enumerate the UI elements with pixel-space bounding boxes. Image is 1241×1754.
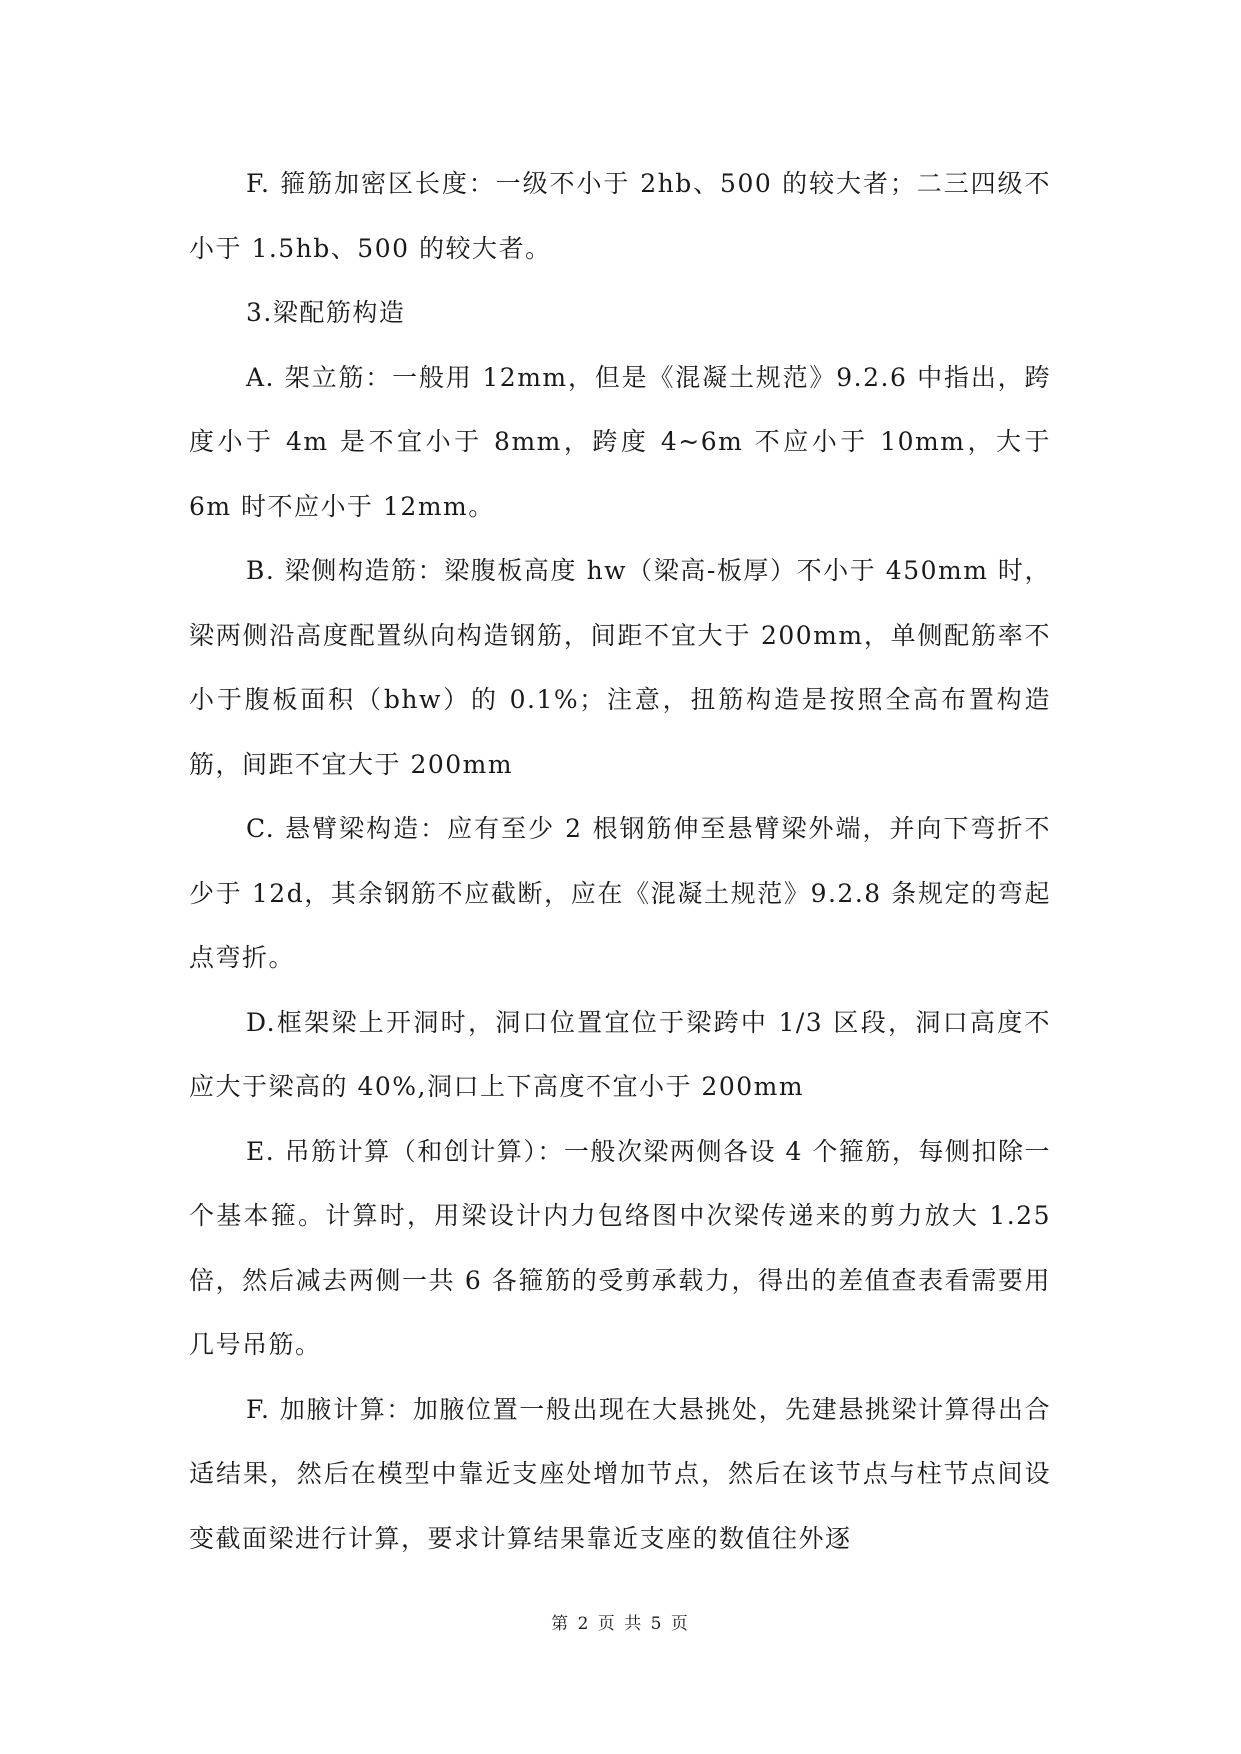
paragraph-hanger-bars: E. 吊筋计算（和创计算）：一般次梁两侧各设 4 个箍筋，每侧扣除一个基本箍。计算时，用梁设计内力包络图中次梁传递来的剪力放大 1.25 倍，然后减去两侧一共 6 各箍筋的受剪承载力，得出的差值查表看需要用几号吊筋。: [189, 1136, 1051, 1359]
document-body: [189, 152, 1051, 1571]
paragraph-side-structural-bars: B. 梁侧构造筋：梁腹板高度 hw（梁高-板厚）不小于 450mm 时，梁两侧沿高度配置纵向构造钢筋，间距不宜大于 200mm，单侧配筋率不小于腹板面积（bhw）的 0.1%；注意，扭筋构造是按照全高布置构造筋，间距不宜大于 200mm: [189, 556, 1051, 779]
section-heading-beam-reinforcement: 3.梁配筋构造: [246, 298, 406, 327]
paragraph-haunch-calculation: F. 加腋计算：加腋位置一般出现在大悬挑处，先建悬挑梁计算得出合适结果，然后在模型中靠近支座处增加节点，然后在该节点与柱节点间设变截面梁进行计算，要求计算结果靠近支座的数值往外逐: [189, 1394, 1051, 1553]
paragraph-erection-bars: A. 架立筋：一般用 12mm，但是《混凝土规范》9.2.6 中指出，跨度小于 4m 是不宜小于 8mm，跨度 4~6m 不应小于 10mm，大于 6m 时不应小于 12mm。: [189, 362, 1051, 521]
page-number-footer: 第 2 页 共 5 页: [551, 1614, 690, 1634]
paragraph-cantilever-beam: C. 悬臂梁构造：应有至少 2 根钢筋伸至悬臂梁外端，并向下弯折不少于 12d，其余钢筋不应截断，应在《混凝土规范》9.2.8 条规定的弯起点弯折。: [189, 814, 1051, 972]
paragraph-stirrup-zone-length: F. 箍筋加密区长度：一级不小于 2hb、500 的较大者；二三四级不小于 1.5hb、500 的较大者。: [189, 169, 1051, 263]
paragraph-frame-beam-opening: D.框架梁上开洞时，洞口位置宜位于梁跨中 1/3 区段，洞口高度不应大于梁高的 40%,洞口上下高度不宜小于 200mm: [189, 1007, 1051, 1101]
